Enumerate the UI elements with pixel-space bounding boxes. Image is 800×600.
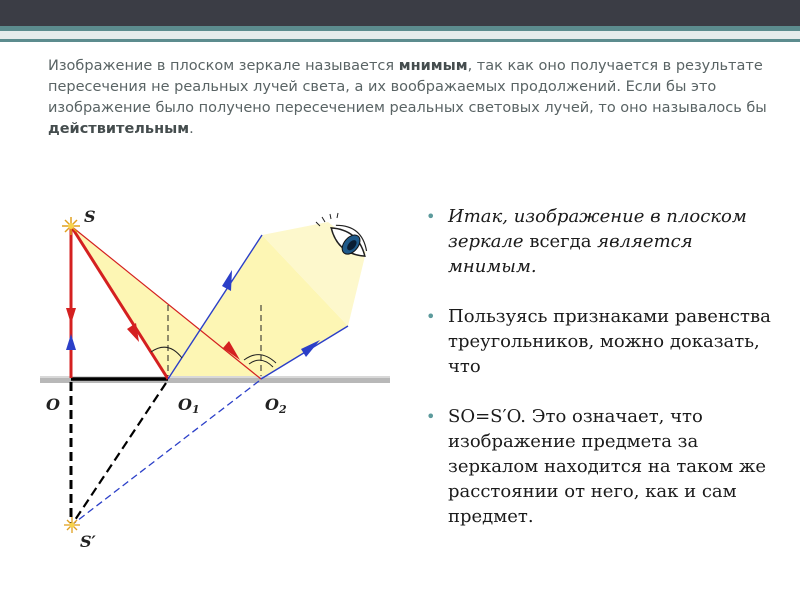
header-stripe-light: [0, 31, 800, 39]
bullet-1-italic-a: Итак, изображение в плоском зеркале: [448, 206, 747, 252]
label-o1-main: O: [178, 395, 192, 414]
label-s: S: [84, 207, 96, 226]
title-bar: [0, 0, 800, 26]
bullet-equality: [426, 404, 776, 529]
mirror-diagram: [30, 190, 410, 570]
bullet-1-italic-b: является мнимым.: [448, 231, 693, 277]
intro-bold-real: действительным: [48, 121, 190, 137]
bullet-triangles: [426, 304, 776, 379]
bullet-conclusion: [426, 204, 776, 279]
header-stripe-bottom: [0, 39, 800, 42]
arrow-down: [66, 308, 76, 324]
label-o: O: [46, 395, 60, 414]
bullet-dot: •: [426, 307, 436, 326]
intro-text-3: .: [189, 121, 194, 137]
intro-bold-imaginary: мнимым: [398, 58, 468, 74]
bullet-dot: •: [426, 407, 436, 426]
image-star: [64, 517, 80, 533]
intro-text-1: Изображение в плоском зеркале называется: [48, 58, 399, 74]
label-s-prime: S′: [80, 532, 96, 551]
label-o2-main: O: [265, 395, 279, 414]
intro-text-2: , так как оно получается в результате пересечения не реальных лучей света, а их воображаемых продолжений. Если бы это изображение было получено пересечением реальных световых лучей, то оно называлось бы: [48, 58, 767, 116]
arrow-up: [66, 334, 76, 350]
arrow-reflected-o1: [222, 270, 232, 291]
label-o1: [178, 395, 200, 416]
label-o2: [265, 395, 287, 416]
virtual-line-o2-sprime: [73, 381, 259, 524]
virtual-line-o1-sprime: [73, 383, 166, 523]
bullet-2-text: Пользуясь признаками равенства треугольников, можно доказать, что: [448, 306, 771, 377]
bullet-dot: •: [426, 207, 436, 226]
bullet-3-text: SO=S′O. Это означает, что изображение предмета за зеркалом находится на таком же расстоянии от него, как и сам предмет.: [448, 406, 767, 527]
bullet-list: [426, 204, 776, 554]
bullet-1-plain: всегда: [523, 231, 598, 252]
intro-paragraph: [48, 56, 768, 140]
label-o2-sub: 2: [278, 403, 287, 416]
label-o1-sub: 1: [191, 403, 200, 416]
